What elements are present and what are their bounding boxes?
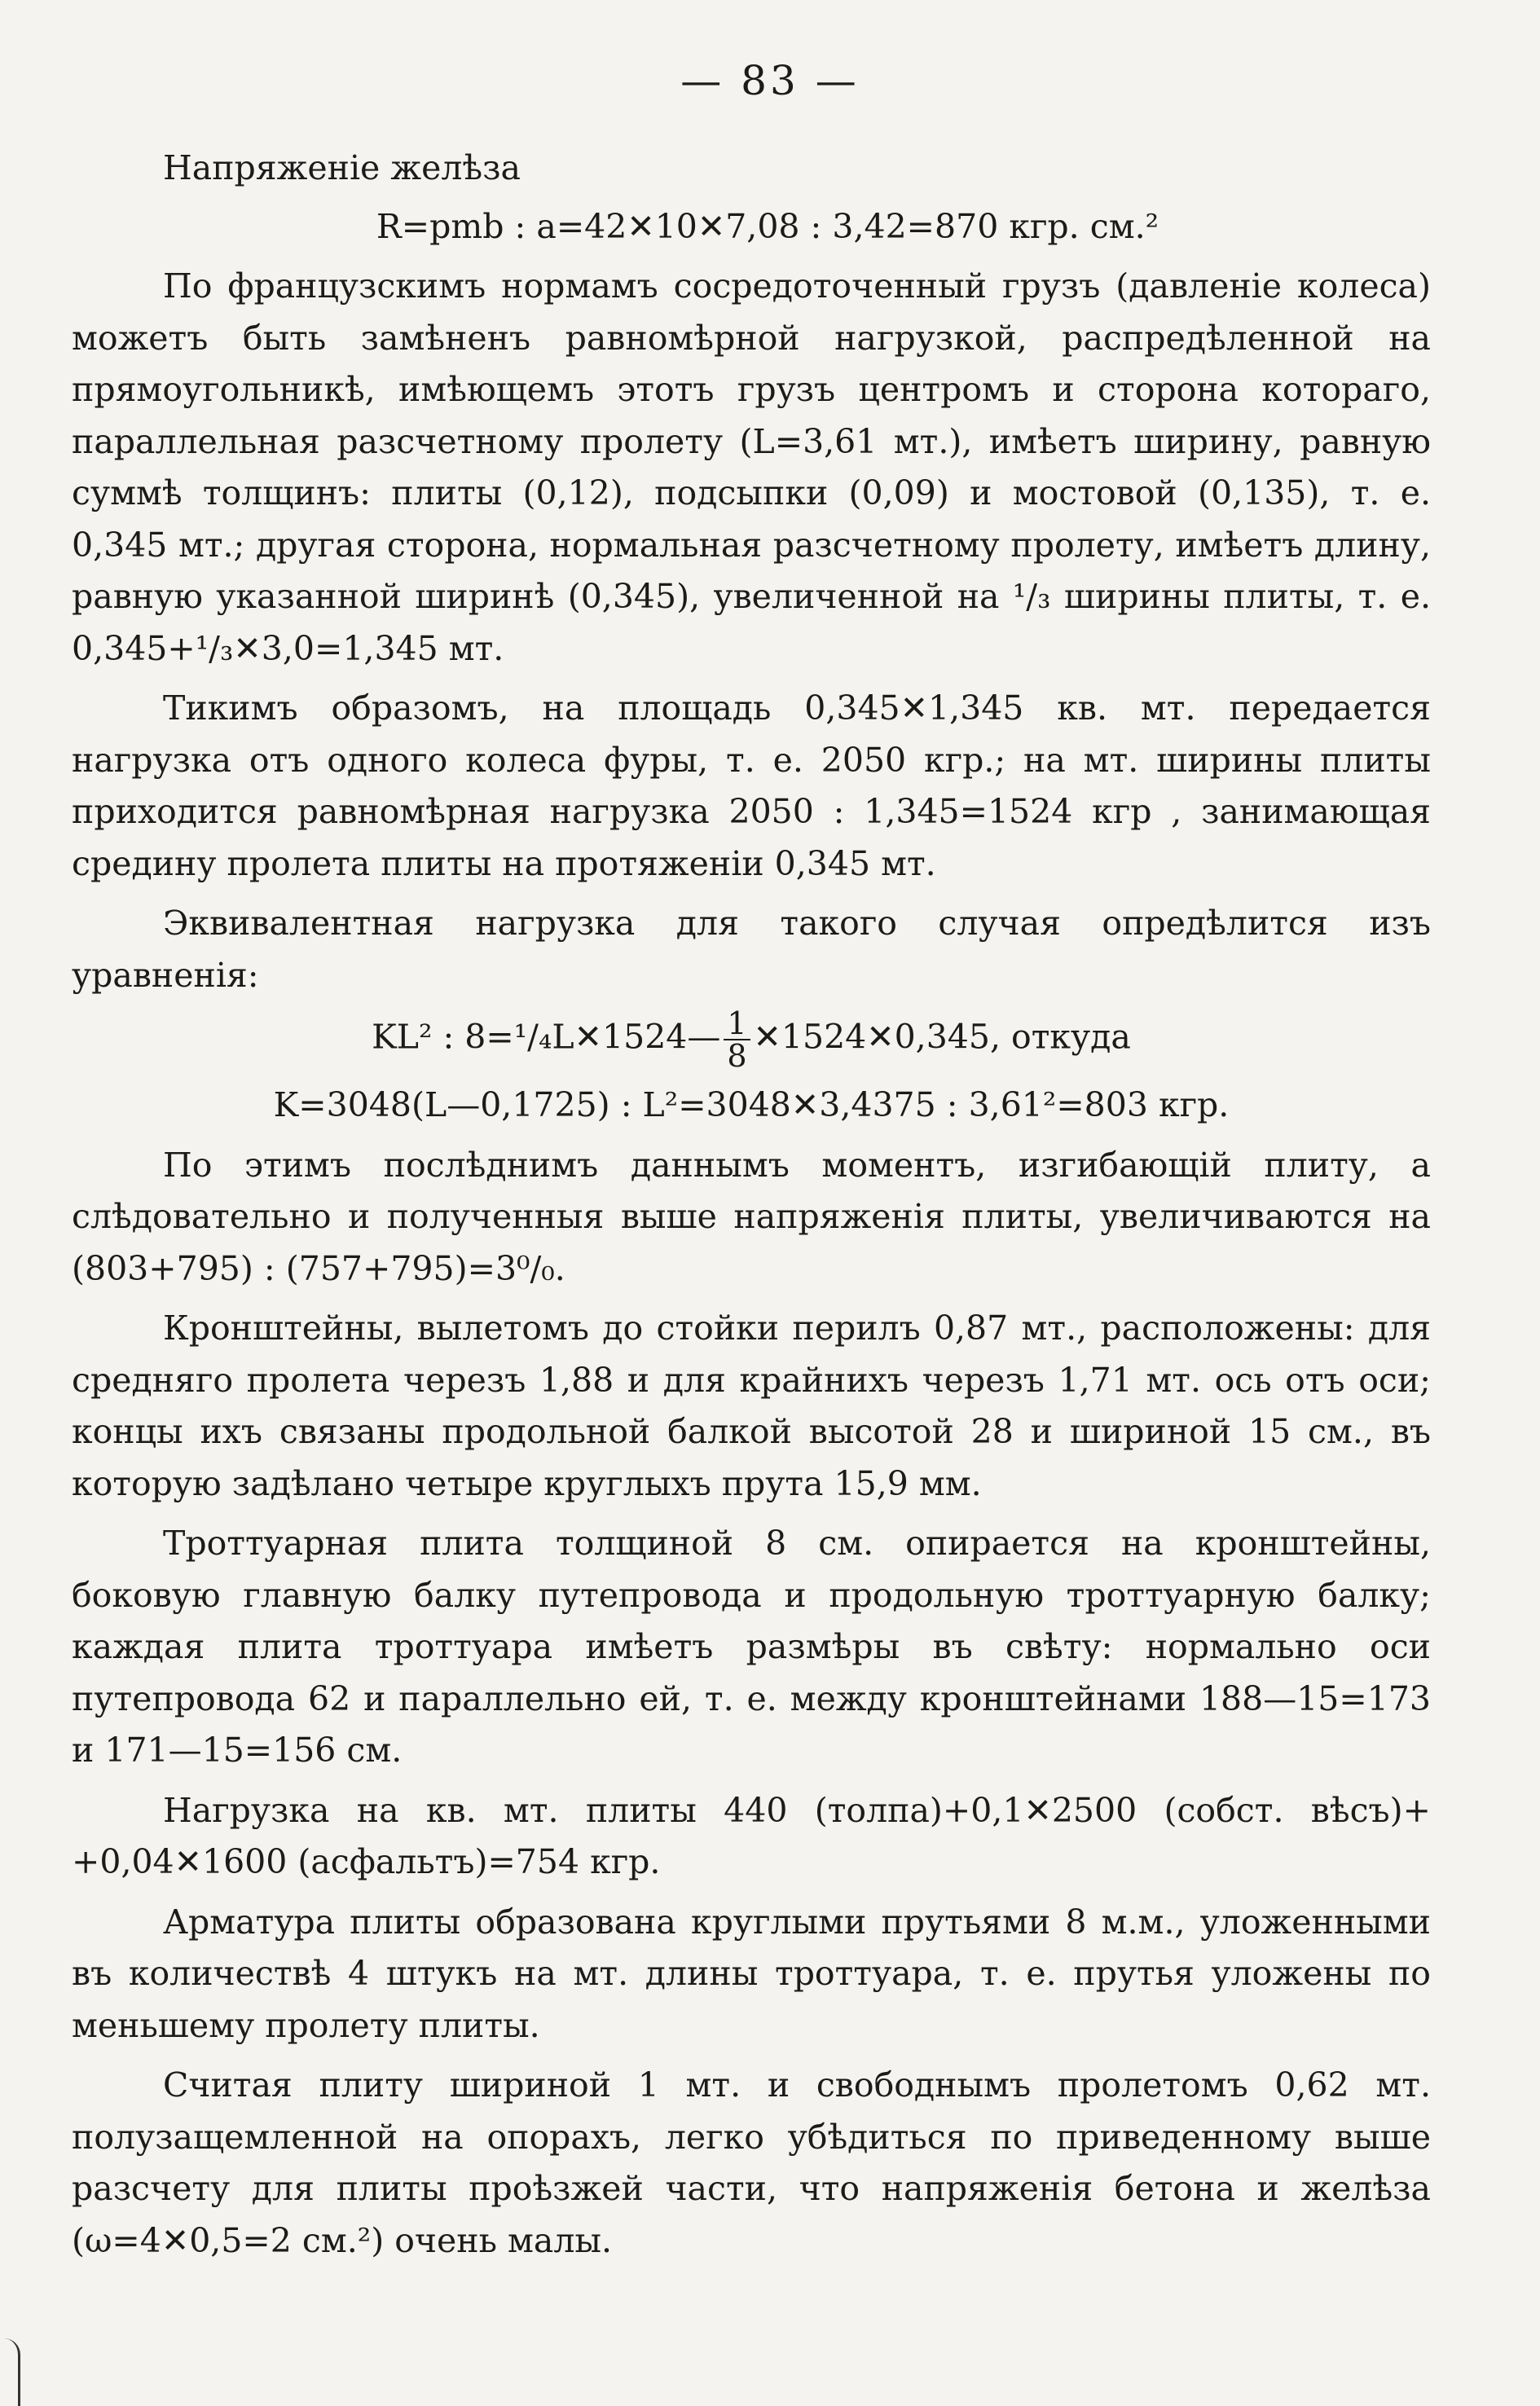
- formula-2-right: ✕1524✕0,345, откуда: [753, 1017, 1131, 1057]
- formula-iron-stress: R=pmb : a=42✕10✕7,08 : 3,42=870 кгр. см.²: [376, 206, 1159, 246]
- paragraph-8: Арматура плиты образована круглыми прутьями 8 м.м., уложенными въ количествѣ 4 штукъ на мт. длины троттуара, т. е. прутья уложены по меньшему пролету плиты.: [72, 1902, 1431, 2045]
- paragraph-3: Эквивалентная нагрузка для такого случая опредѣлится изъ уравненія:: [72, 904, 1431, 995]
- paragraph-5: Кронштейны, вылетомъ до стойки перилъ 0,87 мт., расположены: для средняго пролета черезъ 1,88 и для крайнихъ черезъ 1,71 мт. ось отъ оси; концы ихъ связаны продольной балкой высотой 28 и шириной 15 см., въ которую задѣлано четыре круглыхъ прута 15,9 мм.: [72, 1309, 1431, 1503]
- section-heading: Напряженіе желѣза: [163, 148, 521, 187]
- binding-edge-mark: [0, 2338, 20, 2406]
- paragraph-4: По этимъ послѣднимъ даннымъ моментъ, изгибающій плиту, а слѣдовательно и полученныя выше напряженія плиты, увеличиваются на (803+795) : (757+795)=3⁰/₀.: [72, 1145, 1431, 1288]
- text-block: [72, 143, 1431, 2267]
- page-number: — 83 —: [680, 57, 860, 104]
- fraction-numerator: 1: [724, 1008, 750, 1040]
- formula-equivalent-load: [72, 1005, 1431, 1074]
- paragraph-7: Нагрузка на кв. мт. плиты 440 (толпа)+0,1✕2500 (собст. вѣсъ)+ +0,04✕1600 (асфальтъ)=754 кгр.: [72, 1790, 1431, 1881]
- formula-2-left: KL² : 8=¹/₄L✕1524—: [372, 1017, 721, 1057]
- fraction-one-eighth: [724, 1005, 750, 1074]
- paragraph-6: Троттуарная плита толщиной 8 см. опирается на кронштейны, боковую главную балку путепровода и продольную троттуарную балку; каждая плита троттуара имѣетъ размѣры въ свѣту: нормально оси путепровода 62 и параллельно ей, т. е. между кронштейнами 188—15=173 и 171—15=156 см.: [72, 1524, 1431, 1770]
- paragraph-9: Считая плиту шириной 1 мт. и свободнымъ пролетомъ 0,62 мт. полузащемленной на опорахъ, легко убѣдиться по приведенному выше разсчету для плиты проѣзжей части, что напряженія бетона и желѣза (ω=4✕0,5=2 см.²) очень малы.: [72, 2065, 1431, 2260]
- formula-k-value: K=3048(L—0,1725) : L²=3048✕3,4375 : 3,61²=803 кгр.: [273, 1085, 1230, 1124]
- fraction-denominator: 8: [727, 1038, 747, 1074]
- paragraph-2: Тикимъ образомъ, на площадь 0,345✕1,345 кв. мт. передается нагрузка отъ одного колеса фуры, т. е. 2050 кгр.; на мт. ширины плиты приходится равномѣрная нагрузка 2050 : 1,345=1524 кгр , занимающая средину пролета плиты на протяженіи 0,345 мт.: [72, 688, 1431, 883]
- paragraph-1: По французскимъ нормамъ сосредоточенный грузъ (давленіе колеса) можетъ быть замѣненъ равномѣрной нагрузкой, распредѣленной на прямоугольникѣ, имѣющемъ этотъ грузъ центромъ и сторона котораго, параллельная разсчетному пролету (L=3,61 мт.), имѣетъ ширину, равную суммѣ толщинъ: плиты (0,12), подсыпки (0,09) и мостовой (0,135), т. е. 0,345 мт.; другая сторона, нормальная разсчетному пролету, имѣетъ длину, равную указанной ширинѣ (0,345), увеличенной на ¹/₃ ширины плиты, т. е. 0,345+¹/₃✕3,0=1,345 мт.: [72, 266, 1431, 668]
